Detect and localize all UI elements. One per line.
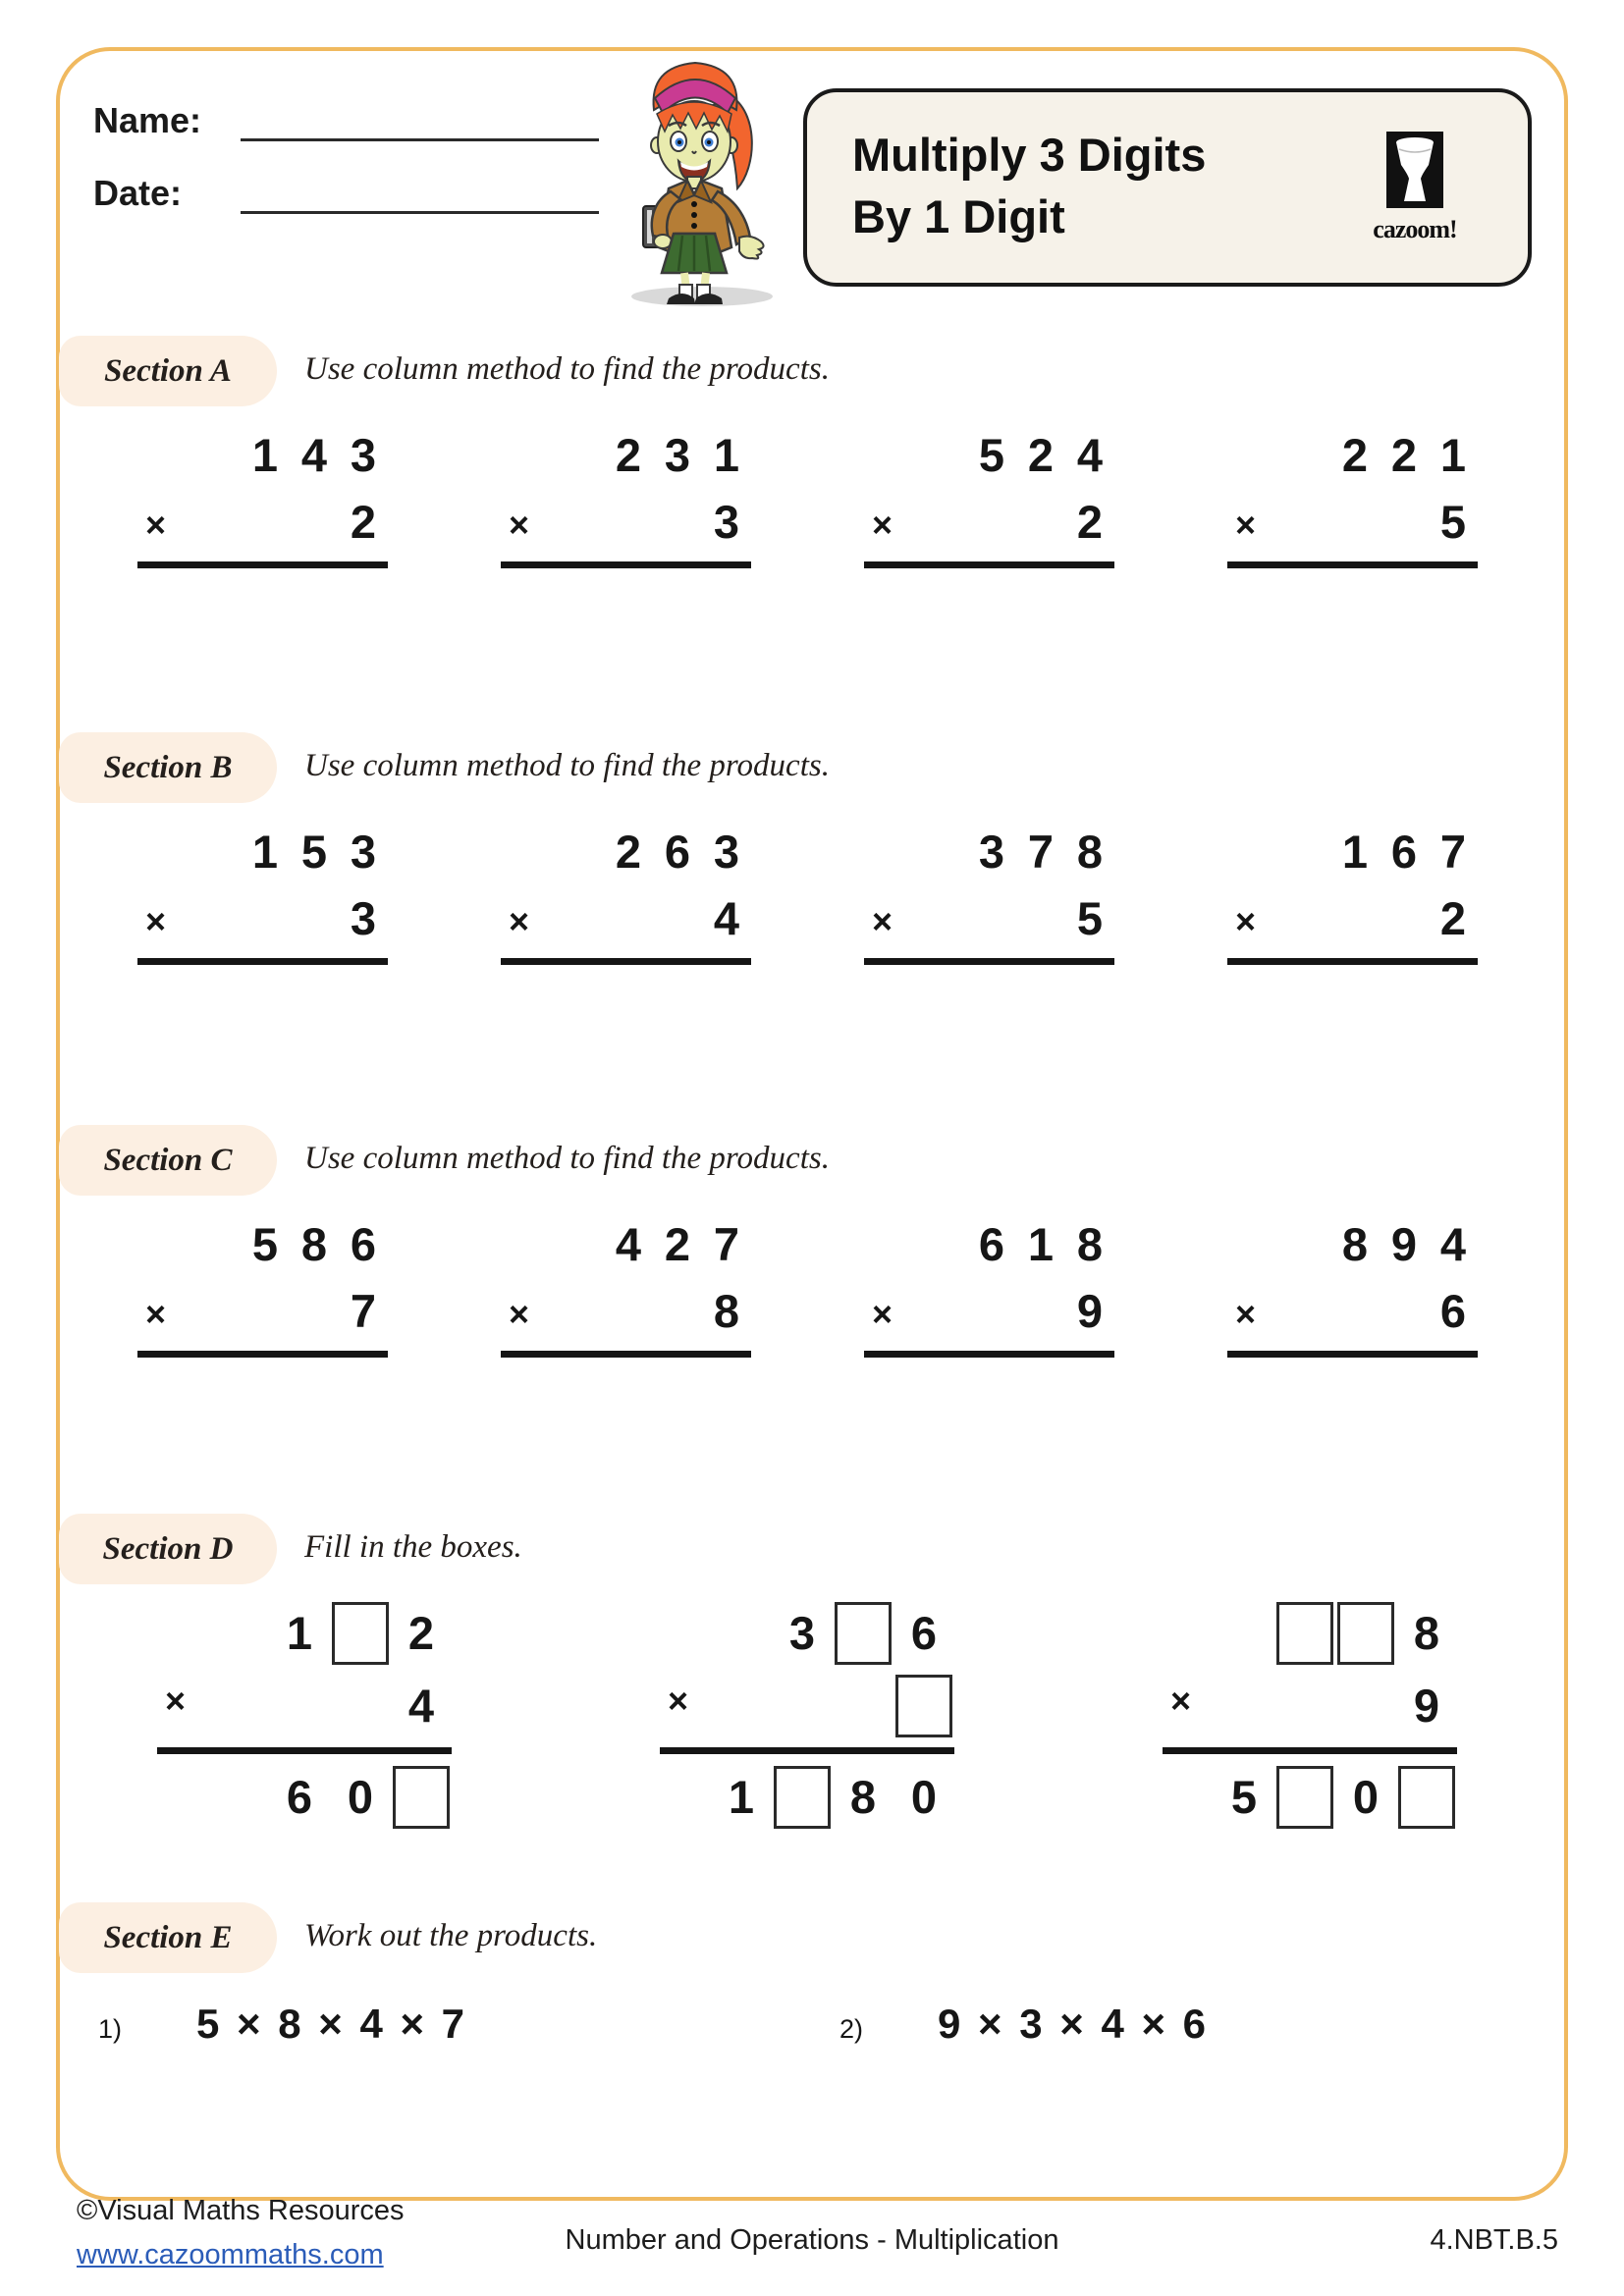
digit: 2	[664, 1218, 691, 1270]
digit: 2	[615, 429, 642, 481]
digit: 5	[300, 826, 328, 878]
digit: 4	[1076, 429, 1104, 481]
digit: 6	[978, 1218, 1005, 1270]
column-problem	[864, 827, 1114, 965]
digit: 6	[1439, 1285, 1467, 1337]
section-c-instruction: Use column method to find the products.	[304, 1141, 830, 1176]
expression-problem	[98, 2001, 839, 2048]
digit: 4	[300, 429, 328, 481]
answer-line	[501, 1351, 751, 1358]
digit: 4	[713, 892, 740, 944]
standard-code: 4.NBT.B.5	[1430, 2224, 1558, 2256]
answer-box[interactable]	[1398, 1766, 1455, 1829]
worksheet-title	[852, 124, 1206, 247]
digit: 6	[286, 1771, 313, 1823]
problem-row	[137, 430, 388, 481]
djembe-drum-icon	[1386, 132, 1443, 208]
date-label: Date:	[93, 173, 183, 213]
answer-box[interactable]	[1337, 1602, 1394, 1665]
problem-row	[1227, 893, 1478, 944]
answer-line	[137, 1351, 388, 1358]
problem-row	[157, 1764, 452, 1831]
answer-box-cell	[1396, 1766, 1457, 1829]
date-write-line[interactable]	[241, 170, 599, 214]
digit: 0	[910, 1771, 938, 1823]
problem-row	[1227, 1219, 1478, 1270]
digit: 4	[615, 1218, 642, 1270]
section-e-instruction: Work out the products.	[304, 1918, 598, 1953]
digit: 3	[788, 1607, 816, 1659]
problem-row	[501, 827, 751, 878]
digit: 1	[251, 826, 279, 878]
multiply-sign: ×	[145, 1294, 167, 1334]
answer-line	[864, 1351, 1114, 1358]
multiply-sign: ×	[145, 901, 167, 941]
problem-row	[157, 1673, 452, 1739]
digit: 3	[350, 429, 377, 481]
date-field	[93, 167, 599, 214]
answer-box-cell	[1274, 1602, 1335, 1665]
problem-row	[864, 497, 1114, 548]
cartoon-girl-icon	[592, 51, 803, 311]
problem-row	[864, 430, 1114, 481]
digit: 8	[1076, 1218, 1104, 1270]
section-d-pill: Section D	[59, 1514, 277, 1584]
digit: 4	[1439, 1218, 1467, 1270]
answer-box-cell	[330, 1602, 391, 1665]
answer-line	[501, 561, 751, 568]
problem-row	[137, 893, 388, 944]
problem-row	[1163, 1673, 1457, 1739]
section-a-pill: Section A	[59, 336, 277, 406]
multiply-sign: ×	[668, 1681, 689, 1721]
answer-line	[157, 1747, 452, 1754]
problem-number: 1)	[98, 2014, 123, 2044]
answer-line	[1227, 958, 1478, 965]
digit: 1	[251, 429, 279, 481]
section-d-instruction: Fill in the boxes.	[304, 1529, 522, 1565]
answer-box-cell	[391, 1766, 452, 1829]
problem-row	[501, 497, 751, 548]
problem-row	[501, 893, 751, 944]
answer-box[interactable]	[1276, 1766, 1333, 1829]
section-c-pill: Section C	[59, 1125, 277, 1196]
digit: 8	[1076, 826, 1104, 878]
digit: 9	[1076, 1285, 1104, 1337]
cazoom-logo	[1351, 132, 1479, 244]
problem-row	[864, 827, 1114, 878]
digit: 5	[1439, 496, 1467, 548]
answer-box-cell	[1274, 1766, 1335, 1829]
title-line-1: Multiply 3 Digits	[852, 129, 1207, 181]
answer-box-cell	[1335, 1602, 1396, 1665]
problem-row	[1163, 1764, 1457, 1831]
expression-text: 9 × 3 × 4 × 6	[938, 2001, 1210, 2047]
section-b-pill: Section B	[59, 732, 277, 803]
name-label: Name:	[93, 100, 202, 140]
problem-row	[864, 1219, 1114, 1270]
digit: 2	[1076, 496, 1104, 548]
digit: 1	[1341, 826, 1369, 878]
answer-line	[1227, 1351, 1478, 1358]
digit: 0	[347, 1771, 374, 1823]
answer-line	[137, 958, 388, 965]
column-problem	[1227, 1219, 1478, 1358]
problem-number: 2)	[839, 2014, 864, 2044]
multiply-sign: ×	[1235, 901, 1257, 941]
digit: 1	[728, 1771, 755, 1823]
section-b-instruction: Use column method to find the products.	[304, 748, 830, 783]
column-problem	[864, 1219, 1114, 1358]
multiply-sign: ×	[509, 901, 530, 941]
expression-problem	[839, 2001, 1581, 2048]
digit: 3	[978, 826, 1005, 878]
digit: 1	[1027, 1218, 1055, 1270]
digit: 5	[1230, 1771, 1258, 1823]
problem-row	[137, 1286, 388, 1337]
answer-box[interactable]	[1276, 1602, 1333, 1665]
digit: 9	[1390, 1218, 1418, 1270]
problem-row	[660, 1600, 954, 1667]
digit: 7	[713, 1218, 740, 1270]
expression-text: 5 × 8 × 4 × 7	[196, 2001, 468, 2047]
problem-row	[660, 1764, 954, 1831]
footer-topic: Number and Operations - Multiplication	[565, 2224, 1059, 2256]
title-line-2: By 1 Digit	[852, 190, 1065, 242]
answer-line	[1227, 561, 1478, 568]
digit: 5	[251, 1218, 279, 1270]
answer-box[interactable]	[835, 1602, 892, 1665]
section-a-problems	[137, 430, 1478, 568]
problem-row	[137, 1219, 388, 1270]
problem-row	[1163, 1600, 1457, 1667]
name-field	[93, 94, 599, 141]
answer-line	[501, 958, 751, 965]
column-problem	[137, 1219, 388, 1358]
multiply-sign: ×	[1235, 1294, 1257, 1334]
multiply-sign: ×	[145, 505, 167, 545]
digit: 1	[1439, 429, 1467, 481]
digit: 8	[1413, 1607, 1440, 1659]
answer-line	[864, 958, 1114, 965]
answer-box-cell	[772, 1766, 833, 1829]
answer-line	[1163, 1747, 1457, 1754]
multiply-sign: ×	[872, 505, 893, 545]
column-problem	[137, 827, 388, 965]
problem-row	[137, 497, 388, 548]
digit: 2	[1390, 429, 1418, 481]
digit: 6	[910, 1607, 938, 1659]
column-problem	[660, 1600, 954, 1831]
title-box	[803, 88, 1532, 287]
problem-row	[660, 1673, 954, 1739]
digit: 2	[1341, 429, 1369, 481]
answer-box-cell	[833, 1602, 893, 1665]
copyright-text: ©Visual Maths Resources	[77, 2195, 405, 2226]
answer-box-cell	[893, 1675, 954, 1737]
problem-row	[501, 1286, 751, 1337]
digit: 2	[1439, 892, 1467, 944]
problem-row	[501, 1219, 751, 1270]
digit: 6	[1390, 826, 1418, 878]
digit: 3	[713, 826, 740, 878]
digit: 3	[350, 826, 377, 878]
digit: 2	[350, 496, 377, 548]
answer-box[interactable]	[332, 1602, 389, 1665]
digit: 2	[407, 1607, 435, 1659]
name-date-block	[93, 94, 599, 240]
digit: 7	[1027, 826, 1055, 878]
section-e-problems	[98, 2001, 1581, 2048]
problem-row	[864, 893, 1114, 944]
digit: 9	[1413, 1680, 1440, 1732]
column-problem	[864, 430, 1114, 568]
column-problem	[501, 430, 751, 568]
digit: 7	[350, 1285, 377, 1337]
digit: 1	[286, 1607, 313, 1659]
multiply-sign: ×	[1235, 505, 1257, 545]
digit: 8	[1341, 1218, 1369, 1270]
digit: 7	[1439, 826, 1467, 878]
digit: 6	[664, 826, 691, 878]
problem-row	[1227, 430, 1478, 481]
section-b-problems	[137, 827, 1478, 965]
multiply-sign: ×	[509, 1294, 530, 1334]
multiply-sign: ×	[872, 901, 893, 941]
problem-row	[1227, 827, 1478, 878]
mascot-girl-illustration	[592, 51, 803, 316]
digit: 0	[1352, 1771, 1380, 1823]
column-problem	[1227, 430, 1478, 568]
answer-line	[864, 561, 1114, 568]
digit: 3	[350, 892, 377, 944]
answer-box[interactable]	[393, 1766, 450, 1829]
problem-row	[864, 1286, 1114, 1337]
digit: 8	[300, 1218, 328, 1270]
answer-line	[137, 561, 388, 568]
website-link[interactable]: www.cazoommaths.com	[77, 2239, 384, 2270]
section-e-pill: Section E	[59, 1902, 277, 1973]
digit: 5	[1076, 892, 1104, 944]
multiply-sign: ×	[165, 1681, 187, 1721]
logo-wordmark: cazoom!	[1373, 215, 1457, 243]
digit: 2	[615, 826, 642, 878]
problem-row	[157, 1600, 452, 1667]
column-problem	[501, 1219, 751, 1358]
digit: 6	[350, 1218, 377, 1270]
column-problem	[501, 827, 751, 965]
answer-line	[660, 1747, 954, 1754]
section-c-problems	[137, 1219, 1478, 1358]
problem-row	[1227, 1286, 1478, 1337]
multiply-sign: ×	[509, 505, 530, 545]
column-problem	[137, 430, 388, 568]
digit: 2	[1027, 429, 1055, 481]
column-problem	[1163, 1600, 1457, 1831]
digit: 5	[978, 429, 1005, 481]
column-problem	[1227, 827, 1478, 965]
problem-row	[1227, 497, 1478, 548]
problem-row	[137, 827, 388, 878]
section-a-instruction: Use column method to find the products.	[304, 351, 830, 387]
column-problem	[157, 1600, 452, 1831]
digit: 4	[407, 1680, 435, 1732]
digit: 8	[849, 1771, 877, 1823]
digit: 1	[713, 429, 740, 481]
multiply-sign: ×	[1170, 1681, 1192, 1721]
digit: 8	[713, 1285, 740, 1337]
digit: 3	[713, 496, 740, 548]
multiply-sign: ×	[872, 1294, 893, 1334]
section-d-problems	[157, 1600, 1457, 1831]
digit: 3	[664, 429, 691, 481]
name-write-line[interactable]	[241, 97, 599, 141]
problem-row	[501, 430, 751, 481]
answer-box[interactable]	[895, 1675, 952, 1737]
answer-box[interactable]	[774, 1766, 831, 1829]
